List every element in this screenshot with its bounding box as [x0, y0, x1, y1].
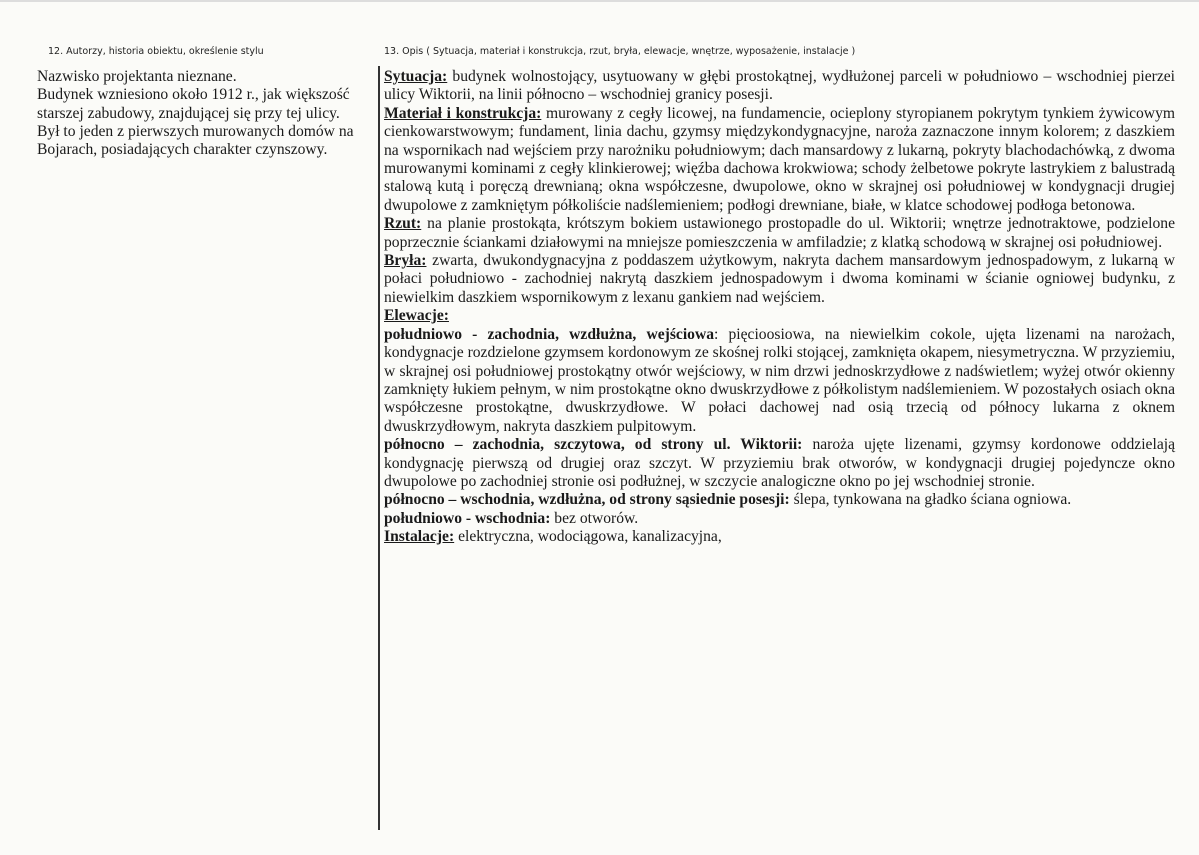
- elevation-text: ślepa, tynkowana na gładko ściana ogniowa.: [789, 491, 1072, 509]
- bryla-text: zwarta, dwukondygnacyjna z poddaszem użytkowym, nakryta dachem mansardowym jednospadowym, z lukarną w połaci południowo - zachodniej nakrytą daszkiem jednospadowym i dwoma kominami w ścianie ogniowej budynku, z niewielkim daszkiem wspornikowym z lexanu gankiem nad wejściem.: [384, 252, 1175, 306]
- instalacje-text: elektryczna, wodociągowa, kanalizacyjna,: [454, 528, 722, 546]
- elevation-text: bez otworów.: [550, 509, 639, 527]
- elevation-label: północno – wschodnia, wzdłużna, od strony sąsiednie posesji:: [384, 491, 790, 509]
- elevation-text: naroża ujęte lizenami, gzymsy kordonowe oddzielają kondygnację pierwszą od drugiej oraz szczyt. W przyziemiu brak otworów, w kondygnacji drugiej pojedyncze okno dwupolowe po zachodniej stronie osi podłużnej, w szczycie analogiczne okno po jej wschodniej stronie.: [384, 436, 1175, 490]
- rzut-text: na planie prostokąta, krótszym bokiem ustawionego prostopadle do ul. Wiktorii; wnętrze jednotraktowe, podzielone poprzecznie ściankami działowymi na mniejsze pomieszczenia w amfiladzie; z klatką schodową w skrajnej osi południowej.: [384, 215, 1175, 251]
- elevation-paragraph: [384, 326, 1175, 436]
- elevation-paragraph: [384, 510, 1175, 528]
- section-12-body: [37, 68, 363, 159]
- elewacje-label: Elewacje:: [384, 307, 449, 325]
- elevation-paragraph: [384, 491, 1175, 509]
- section-13-header: 13. Opis ( Sytuacja, materiał i konstrukcja, rzut, bryła, elewacje, wnętrze, wyposażenie, instalacje ): [384, 46, 856, 57]
- section-13-body: [384, 68, 1175, 547]
- material-paragraph: [384, 105, 1175, 215]
- instalacje-paragraph: [384, 528, 1175, 546]
- bryla-label: Bryła:: [384, 252, 427, 270]
- elevation-label: południowo - wschodnia:: [384, 509, 551, 527]
- column-divider: [378, 66, 380, 830]
- bryla-paragraph: [384, 252, 1175, 307]
- elewacje-heading: [384, 307, 1175, 325]
- elevation-text: : pięcioosiowa, na niewielkim cokole, ujęta lizenami na narożach, kondygnacje rozdzielone gzymsem kordonowym ze skośnej rolki stojącej, zamknięta okapem, niesymetryczna. W przyziemiu, w skrajnej osi południowej prostokątny otwór wejściowy, w nim drzwi jednoskrzydłowe z nadświetlem; wyżej otwór okienny zamknięty łukiem pełnym, w nim prostokątne okno dwuskrzydłowe z półkolistym nadślemieniem. W pozostałych osiach okna współczesne prostokątne, dwuskrzydłowe. W połaci dachowej nad osią trzecią od północy lukarna z oknem dwuskrzydłowym, nakryta daszkiem pulpitowym.: [384, 325, 1175, 435]
- rzut-paragraph: [384, 215, 1175, 252]
- section-12-header: 12. Autorzy, historia obiektu, określenie stylu: [48, 46, 264, 57]
- paragraph: Był to jeden z pierwszych murowanych domów na Bojarach, posiadających charakter czynszowy.: [37, 122, 354, 159]
- paragraph: Budynek wzniesiono około 1912 r., jak większość starszej zabudowy, znajdującej się przy tej ulicy.: [37, 86, 350, 122]
- elevation-label: północno – zachodnia, szczytowa, od strony ul. Wiktorii:: [384, 436, 803, 454]
- rzut-label: Rzut:: [384, 215, 422, 233]
- sytuacja-label: Sytuacja:: [384, 68, 448, 85]
- sytuacja-paragraph: [384, 68, 1175, 105]
- material-label: Materiał i konstrukcja:: [384, 104, 542, 122]
- paragraph: Nazwisko projektanta nieznane.: [37, 68, 237, 85]
- material-text: murowany z cegły licowej, na fundamencie, ocieplony styropianem pokrytym tynkiem żywicowym cienkowarstwowym; fundament, linia dachu, gzymsy międzykondygnacyjne, naroża zaznaczone innym kolorem; z daszkiem na wspornikach nad wejściem przy narożniku południowym; dach mansardowy z lukarną, pokryty blachodachówką, z dwoma murowanymi kominami z cegły klinkierowej; więźba dachowa krokwiowa; schody żelbetowe pokryte lastrykiem z balustradą stalową kutą i poręczą drewnianą; okna współczesne, dwupolowe, okno w skrajnej osi południowej w kondygnacji drugiej dwupolowe z zamkniętym półkoliście nadślemieniem; podłogi drewniane, białe, w klatce schodowej podłoga betonowa.: [384, 104, 1175, 214]
- sytuacja-text: budynek wolnostojący, usytuowany w głębi prostokątnej, wydłużonej parceli w południowo – wschodniej pierzei ulicy Wiktorii, na linii północno – wschodniej granicy posesji.: [384, 68, 1175, 104]
- instalacje-label: Instalacje:: [384, 528, 455, 546]
- scan-edge: [0, 0, 1199, 2]
- elevation-label: południowo - zachodnia, wzdłużna, wejściowa: [384, 325, 715, 343]
- elevation-paragraph: [384, 436, 1175, 491]
